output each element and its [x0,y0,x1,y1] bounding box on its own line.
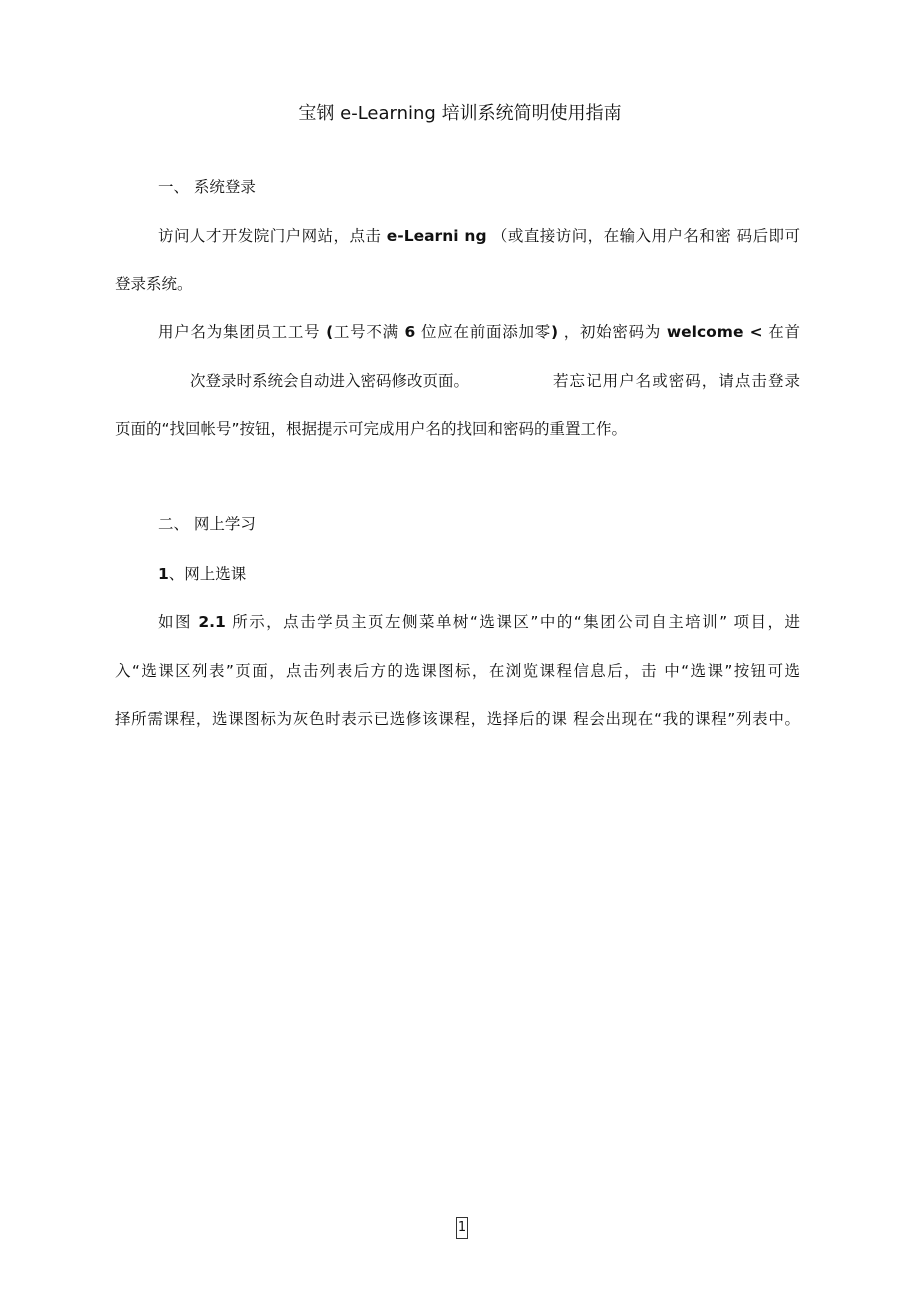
paragraph-login-line2: 登录系统。 [115,275,193,293]
paragraph-username-line3: 页面的“找回帐号”按钮，根据提示可完成用户名的找回和密码的重置工作。 [115,420,628,438]
page-number: 1 [456,1217,468,1239]
paragraph-username-line2b: 若忘记用户名或密码，请点击登录 [553,372,800,390]
paragraph-course-line3: 择所需课程，选课图标为灰色时表示已选修该课程，选择后的课 程会出现在“我的课程”列表中。 [115,710,800,728]
paragraph-course-line1: 如图 2.1 所示，点击学员主页左侧菜单树“选课区”中的“集团公司自主培训” 项目，进 [158,613,800,631]
subsection-heading-course-selection: 1、网上选课 [158,565,247,583]
paragraph-login-line1: 访问人才开发院门户网站，点击 e-Learni ng （或直接访问，在输入用户名和密 码后即可 [158,227,801,245]
section-heading-login: 一、 系统登录 [158,178,256,196]
document-title: 宝钢 e-Learning 培训系统简明使用指南 [298,103,622,124]
paragraph-username-line1: 用户名为集团员工工号 (工号不满 6 位应在前面添加零) ，初始密码为 welcome < 在首 [158,323,801,341]
paragraph-course-line2: 入“选课区列表”页面，点击列表后方的选课图标，在浏览课程信息后，击 中“选课”按钮可选 [115,662,800,680]
section-heading-learning: 二、 网上学习 [158,515,256,533]
paragraph-username-line2a: 次登录时系统会自动进入密码修改页面。 [190,372,470,390]
